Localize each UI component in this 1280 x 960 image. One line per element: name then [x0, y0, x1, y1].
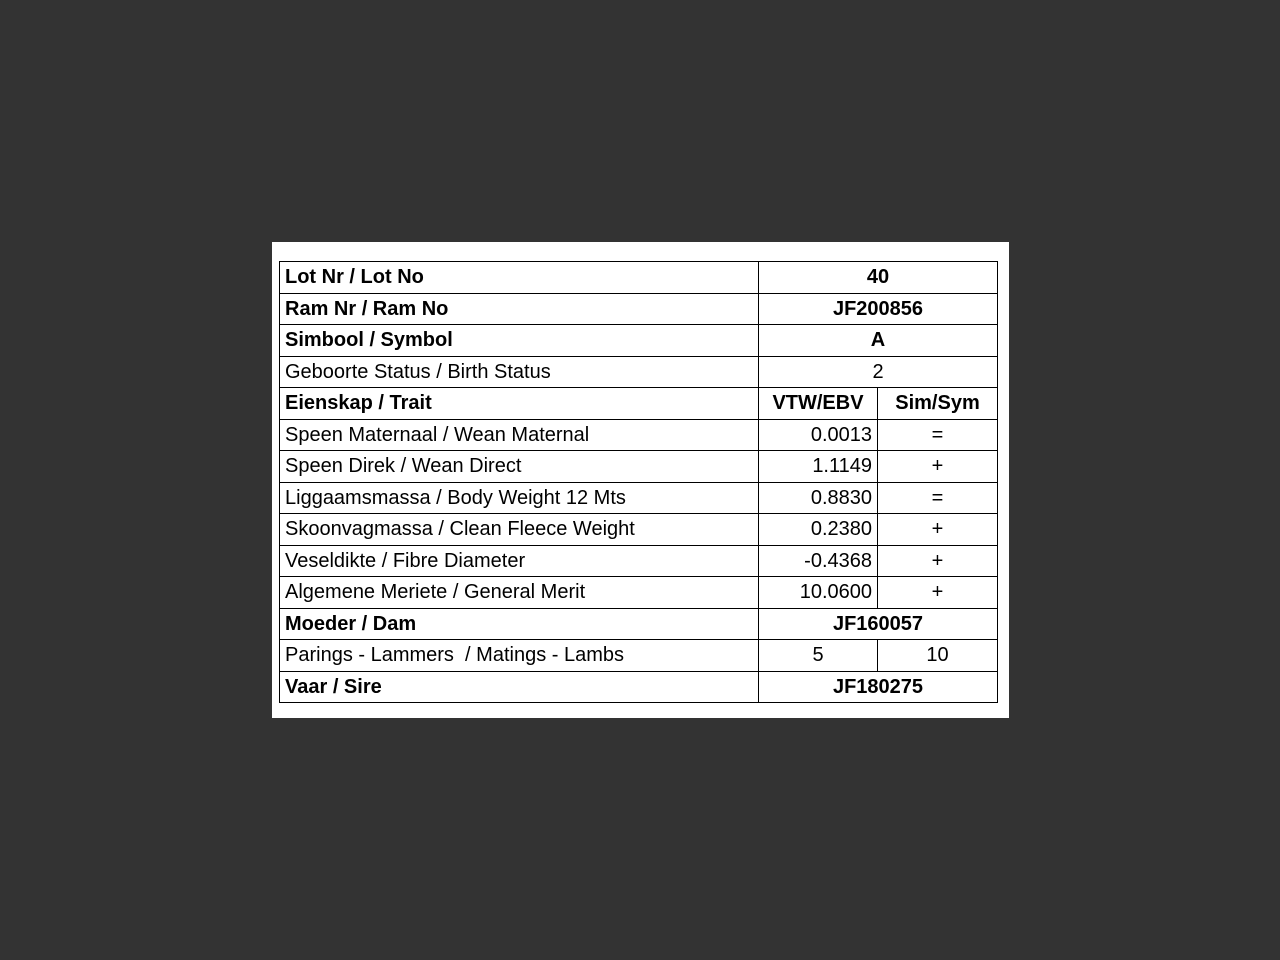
trait-sym: +	[878, 514, 998, 546]
trait-label: Veseldikte / Fibre Diameter	[280, 545, 759, 577]
trait-ebv: -0.4368	[759, 545, 878, 577]
dam-value: JF160057	[759, 608, 998, 640]
trait-ebv: 0.8830	[759, 482, 878, 514]
table-row-matings	[280, 640, 998, 672]
lambs-count: 10	[878, 640, 998, 672]
table-row-trait-header	[280, 388, 998, 420]
table-row-ram-no	[280, 293, 998, 325]
lot-no-label: Lot Nr / Lot No	[280, 262, 759, 294]
table-row-birth-status	[280, 356, 998, 388]
table-row	[280, 482, 998, 514]
matings-label: Parings - Lammers / Matings - Lambs	[280, 640, 759, 672]
sire-value: JF180275	[759, 671, 998, 703]
trait-ebv: 10.0600	[759, 577, 878, 609]
sym-column-header: Sim/Sym	[878, 388, 998, 420]
trait-sym: +	[878, 545, 998, 577]
symbol-label: Simbool / Symbol	[280, 325, 759, 357]
table-row-lot-no	[280, 262, 998, 294]
trait-sym: =	[878, 482, 998, 514]
trait-label: Speen Maternaal / Wean Maternal	[280, 419, 759, 451]
trait-sym: =	[878, 419, 998, 451]
birth-status-value: 2	[759, 356, 998, 388]
table-row	[280, 451, 998, 483]
trait-header-label: Eienskap / Trait	[280, 388, 759, 420]
table-row	[280, 577, 998, 609]
table-row	[280, 545, 998, 577]
ram-no-value: JF200856	[759, 293, 998, 325]
table-row-sire	[280, 671, 998, 703]
trait-sym: +	[878, 451, 998, 483]
lot-no-value: 40	[759, 262, 998, 294]
dam-label: Moeder / Dam	[280, 608, 759, 640]
trait-label: Skoonvagmassa / Clean Fleece Weight	[280, 514, 759, 546]
sire-label: Vaar / Sire	[280, 671, 759, 703]
birth-status-label: Geboorte Status / Birth Status	[280, 356, 759, 388]
matings-count: 5	[759, 640, 878, 672]
table-row	[280, 514, 998, 546]
table-row-symbol	[280, 325, 998, 357]
trait-label: Speen Direk / Wean Direct	[280, 451, 759, 483]
trait-ebv: 0.2380	[759, 514, 878, 546]
ram-info-table	[279, 261, 998, 703]
symbol-value: A	[759, 325, 998, 357]
table-row-dam	[280, 608, 998, 640]
trait-sym: +	[878, 577, 998, 609]
ebv-column-header: VTW/EBV	[759, 388, 878, 420]
lot-sheet	[272, 242, 1009, 718]
table-row	[280, 419, 998, 451]
trait-label: Liggaamsmassa / Body Weight 12 Mts	[280, 482, 759, 514]
ram-no-label: Ram Nr / Ram No	[280, 293, 759, 325]
trait-label: Algemene Meriete / General Merit	[280, 577, 759, 609]
trait-ebv: 0.0013	[759, 419, 878, 451]
trait-ebv: 1.1149	[759, 451, 878, 483]
